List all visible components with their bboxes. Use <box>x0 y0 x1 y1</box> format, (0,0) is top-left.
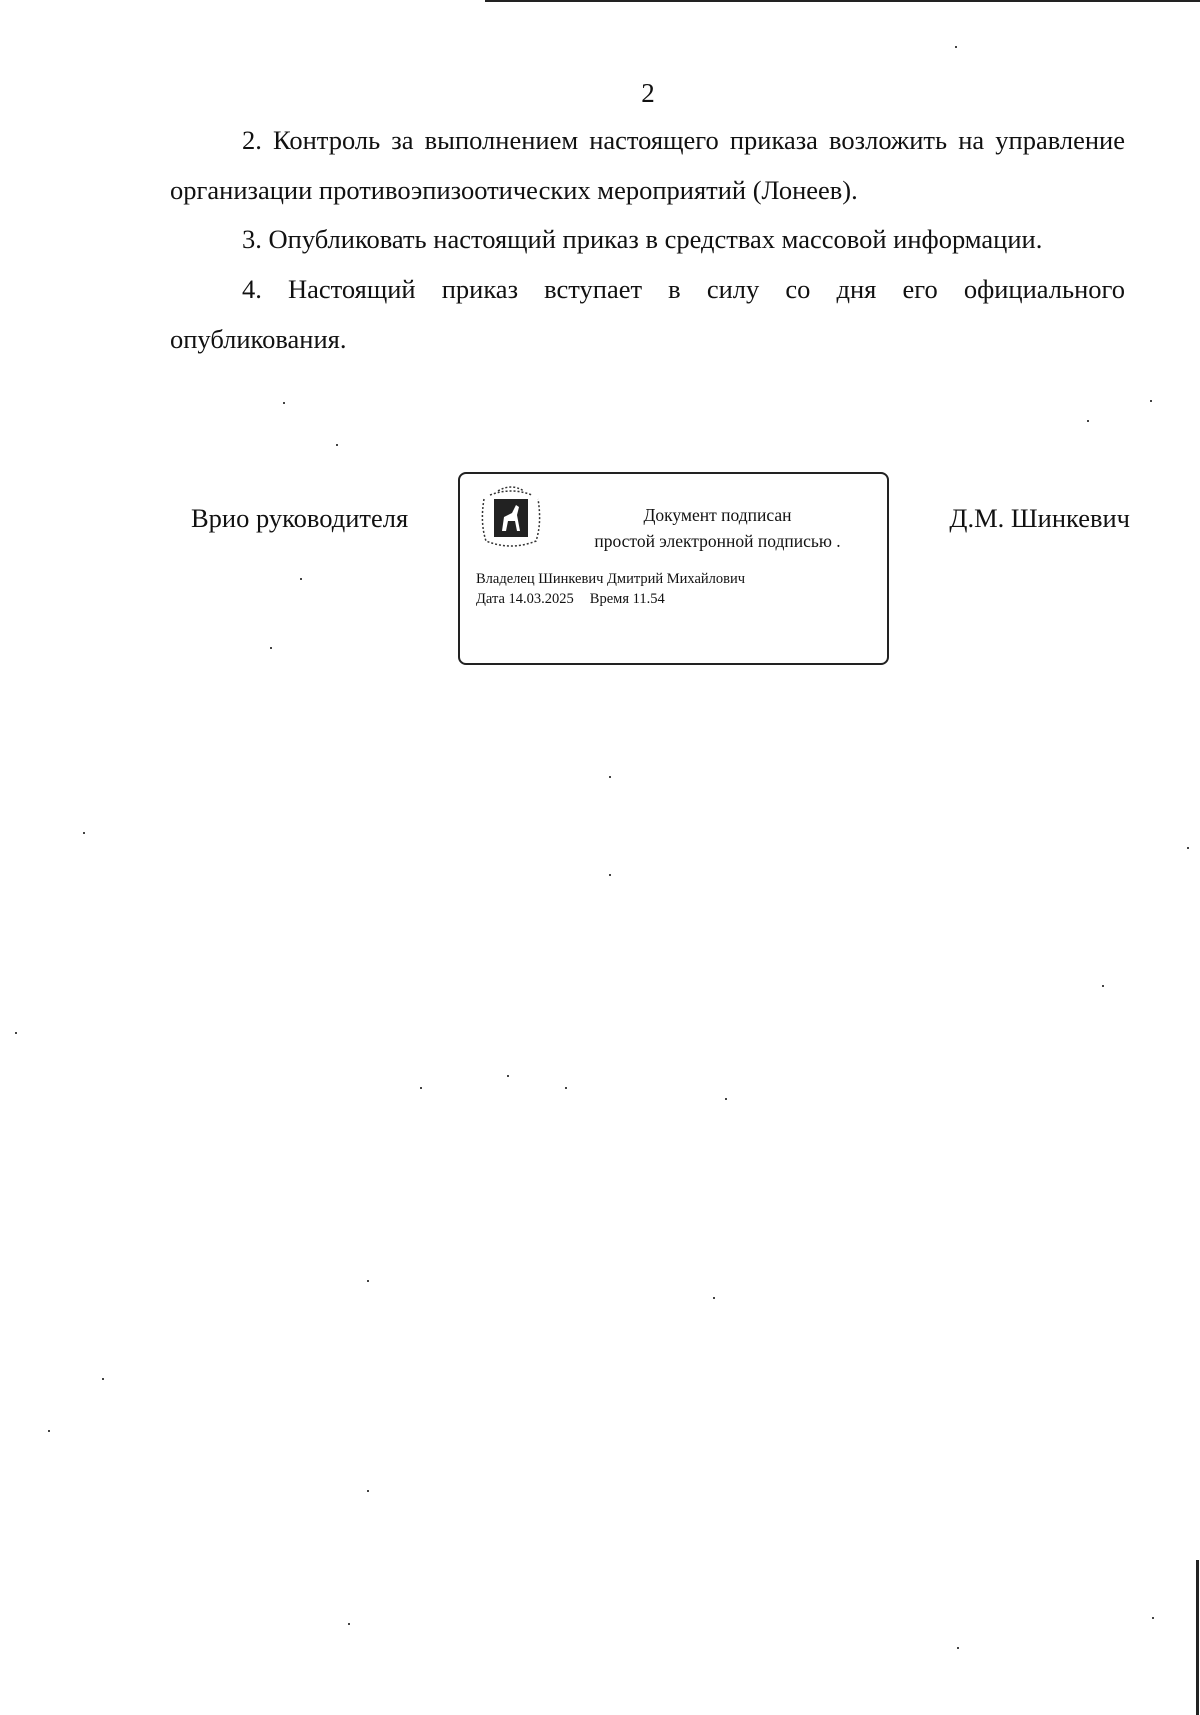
scan-speck <box>1102 985 1104 987</box>
scan-edge-bar <box>1196 1560 1199 1715</box>
scan-speck <box>300 578 302 580</box>
stamp-title-line1: Документ подписан <box>643 505 792 525</box>
scan-speck <box>102 1378 104 1380</box>
scan-speck <box>283 402 285 404</box>
scan-speck <box>336 444 338 446</box>
scan-speck <box>420 1087 422 1089</box>
scan-speck <box>48 1430 50 1432</box>
scan-speck <box>507 1075 509 1077</box>
signatory-role: Врио руководителя <box>191 503 409 533</box>
e-signature-stamp <box>458 472 889 665</box>
stamp-title-line2: простой электронной подписью . <box>594 531 841 551</box>
stamp-time: Время 11.54 <box>589 591 665 607</box>
scan-speck <box>367 1280 369 1282</box>
scan-speck <box>713 1297 715 1299</box>
scan-speck <box>83 832 85 834</box>
scan-speck <box>725 1098 727 1100</box>
stamp-owner: Владелец Шинкевич Дмитрий Михайлович <box>476 571 746 587</box>
scan-speck <box>1187 847 1189 849</box>
scan-speck <box>609 874 611 876</box>
scan-speck <box>1152 1617 1154 1619</box>
coat-of-arms-icon <box>476 483 546 553</box>
scan-speck <box>270 647 272 649</box>
scan-speck <box>955 46 957 48</box>
scan-speck <box>565 1087 567 1089</box>
paragraph-3: 3. Опубликовать настоящий приказ в средствах массовой информации. <box>242 224 1043 254</box>
scan-speck <box>609 776 611 778</box>
scan-speck <box>1087 420 1089 422</box>
scan-speck <box>367 1490 369 1492</box>
scan-speck <box>15 1032 17 1034</box>
scan-speck <box>957 1647 959 1649</box>
stamp-date: Дата 14.03.2025 <box>476 591 574 607</box>
scan-speck <box>348 1623 350 1625</box>
scan-edge-line <box>485 0 1200 2</box>
paragraph-4: 4. Настоящий приказ вступает в силу со дня его официального опубликования. <box>170 274 1125 354</box>
stamp-title <box>550 502 885 554</box>
page-number: 2 <box>641 78 655 108</box>
signatory-name: Д.М. Шинкевич <box>949 503 1130 533</box>
stamp-details <box>476 569 745 609</box>
scan-speck <box>1150 400 1152 402</box>
paragraph-2: 2. Контроль за выполнением настоящего приказа возложить на управление организации противоэпизоотических мероприятий (Лонеев). <box>170 125 1125 205</box>
